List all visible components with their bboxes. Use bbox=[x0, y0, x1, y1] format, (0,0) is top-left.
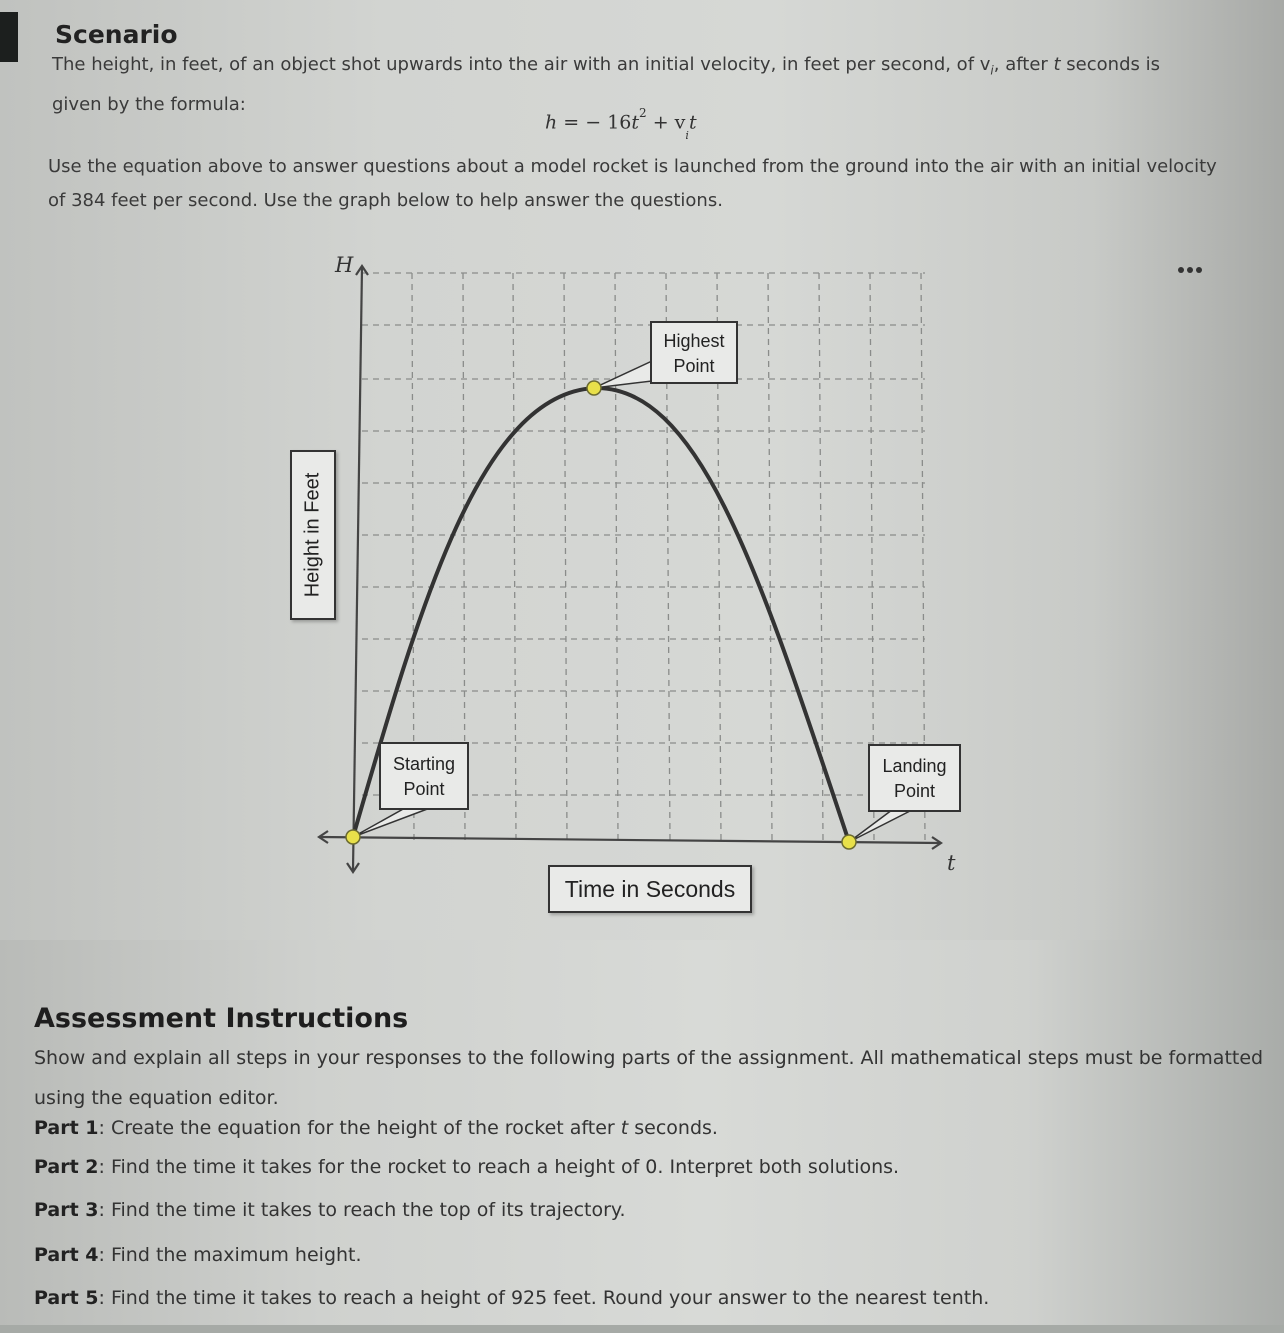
highest-point-callout bbox=[650, 321, 738, 384]
y-axis-label bbox=[290, 450, 336, 620]
dot bbox=[1187, 267, 1193, 273]
part-text: : Find the maximum height. bbox=[98, 1244, 362, 1266]
x-axis-letter: t bbox=[947, 851, 956, 875]
part-text-tail: seconds. bbox=[628, 1117, 718, 1139]
part-2 bbox=[34, 1156, 899, 1178]
formula-lhs: h bbox=[545, 111, 558, 134]
scenario-title: Scenario bbox=[55, 20, 178, 49]
formula-exp: 2 bbox=[639, 106, 647, 120]
callout-line-1: Starting bbox=[392, 754, 456, 774]
formula-eq: = − 16 bbox=[557, 111, 632, 134]
callout-line-1: Landing bbox=[882, 756, 947, 776]
part-text: : Find the time it takes to reach a height of 925 feet. Round your answer to the nearest tenth. bbox=[98, 1287, 990, 1309]
formula-tail: t bbox=[688, 111, 697, 134]
formula-var: t bbox=[631, 111, 640, 134]
scenario-instruction: Use the equation above to answer questions about a model rocket is launched from the ground into the air with an initial velocity of 384 feet per second. Use the graph below to help answer the questions. bbox=[48, 156, 1217, 211]
part-5 bbox=[34, 1287, 989, 1309]
y-axis-letter: H bbox=[335, 253, 354, 277]
assessment-title: Assessment Instructions bbox=[34, 1003, 409, 1034]
intro-text: The height, in feet, of an object shot upwards into the air with an initial velocity, in feet per second, of v bbox=[52, 54, 991, 75]
part-label: Part 2 bbox=[34, 1156, 99, 1178]
part-label: Part 3 bbox=[34, 1199, 99, 1221]
assessment-intro: Show and explain all steps in your responses to the following parts of the assignment. All mathematical steps must be formatted using the equation editor. bbox=[34, 1047, 1264, 1109]
callout-line-2: Point bbox=[893, 781, 936, 801]
intro-t: t bbox=[1053, 54, 1061, 75]
callout-line-2: Point bbox=[673, 356, 715, 376]
part-1 bbox=[34, 1117, 718, 1139]
part-text: : Find the time it takes for the rocket to reach a height of 0. Interpret both solutions. bbox=[98, 1156, 900, 1178]
trajectory-graph bbox=[280, 245, 980, 925]
graph-svg bbox=[280, 245, 980, 925]
y-axis-label-text: Height in Feet bbox=[301, 472, 324, 598]
part-label: Part 4 bbox=[34, 1244, 99, 1266]
height-formula bbox=[545, 106, 697, 143]
callout-line-1: Highest bbox=[663, 331, 725, 351]
landing-point-callout bbox=[868, 744, 961, 812]
left-marker bbox=[0, 12, 18, 62]
starting-point-callout bbox=[379, 742, 469, 810]
part-label: Part 1 bbox=[34, 1117, 99, 1139]
x-axis-label: Time in Seconds bbox=[548, 865, 752, 913]
part-4 bbox=[34, 1244, 362, 1266]
part-3 bbox=[34, 1199, 626, 1221]
dot bbox=[1178, 267, 1184, 273]
intro-subscript: i bbox=[990, 63, 994, 78]
formula-plus: + v bbox=[646, 111, 686, 134]
intro-tail-2: seconds is given by the formula: bbox=[52, 54, 1160, 115]
bottom-edge bbox=[0, 1325, 1284, 1333]
intro-tail-1: , after bbox=[993, 54, 1054, 75]
part-italic: t bbox=[620, 1117, 629, 1139]
ellipsis-icon[interactable] bbox=[1178, 264, 1206, 276]
formula-sub: i bbox=[685, 129, 689, 143]
part-label: Part 5 bbox=[34, 1287, 99, 1309]
part-text: : Create the equation for the height of the rocket after bbox=[98, 1117, 621, 1139]
part-text: : Find the time it takes to reach the top of its trajectory. bbox=[98, 1199, 626, 1221]
dot bbox=[1196, 267, 1202, 273]
callout-line-2: Point bbox=[403, 779, 445, 799]
